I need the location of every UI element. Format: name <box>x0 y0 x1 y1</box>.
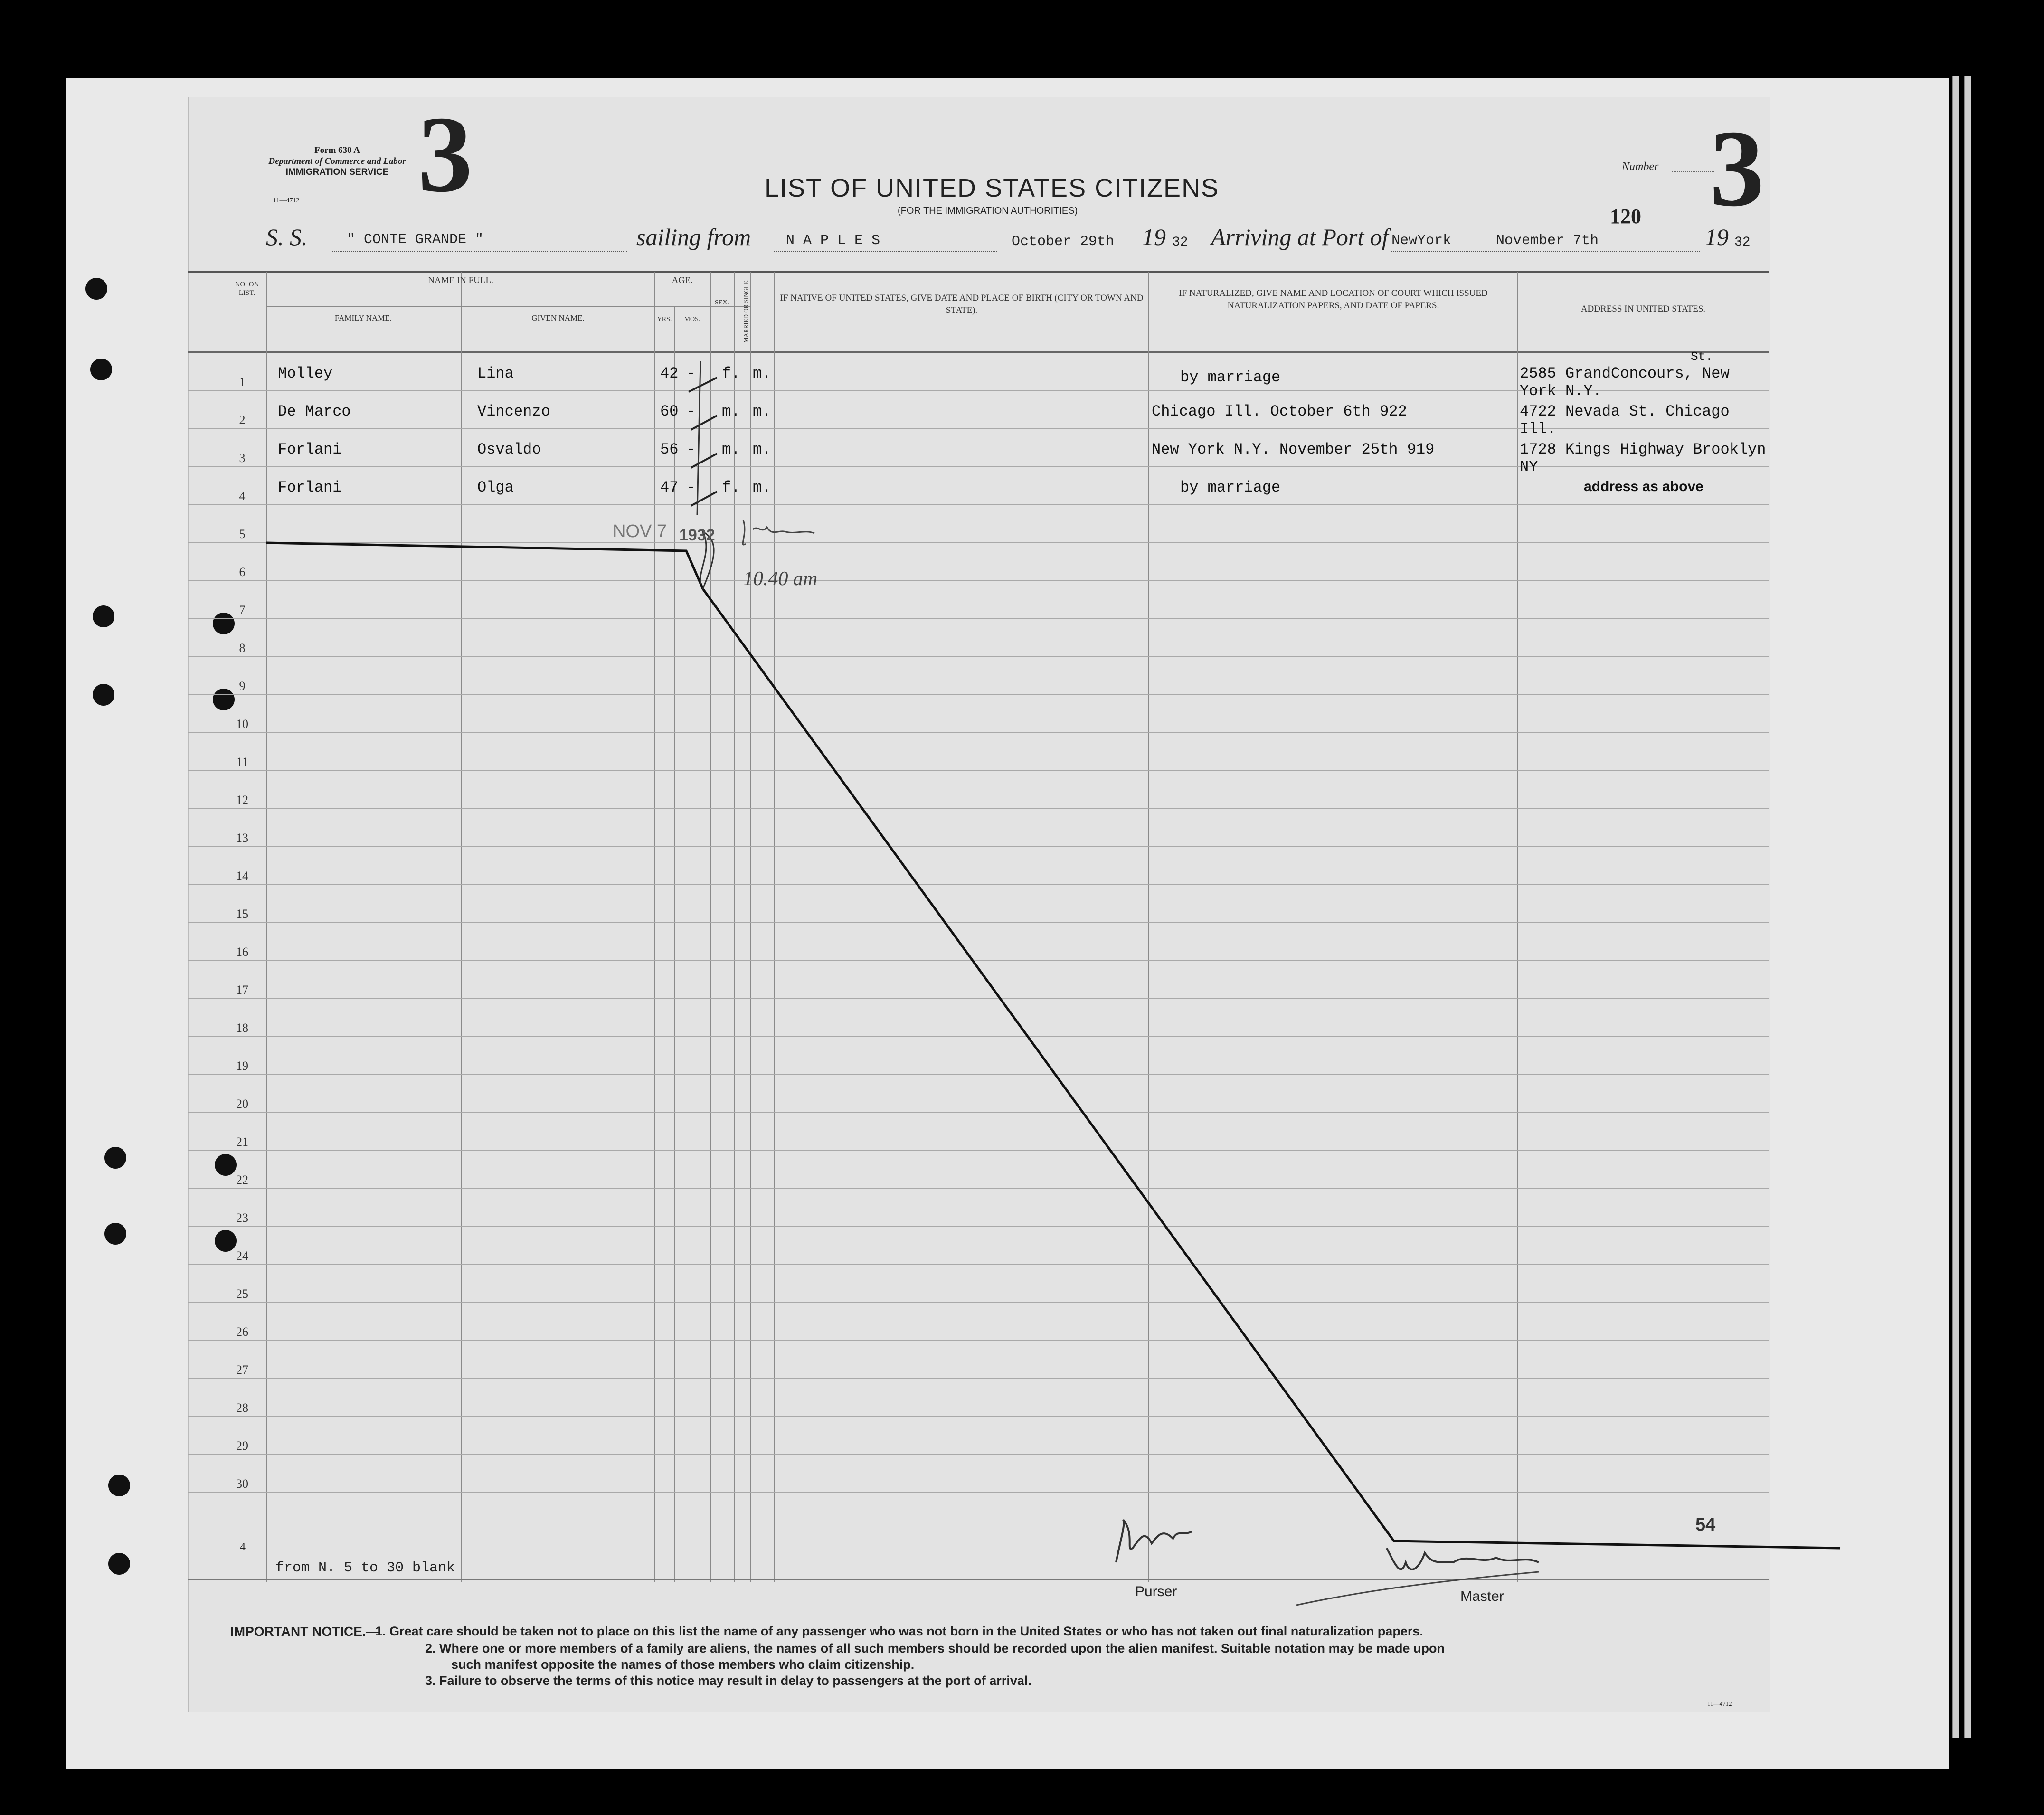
received-stamp-date: NOV 7 <box>613 521 667 541</box>
arrival-year: 32 <box>1734 235 1751 250</box>
row-number: 4 <box>239 489 246 503</box>
sail-year: 32 <box>1172 235 1188 250</box>
master-label: Master <box>1460 1588 1504 1604</box>
row-number: 24 <box>236 1249 248 1263</box>
row-number: 14 <box>236 869 248 883</box>
address-note: St. <box>1691 350 1713 364</box>
notice-item-2-continued: such manifest opposite the names of those members who claim citizenship. <box>451 1657 915 1672</box>
notice-heading: IMPORTANT NOTICE.— <box>230 1624 379 1639</box>
age-months: - <box>686 365 696 382</box>
marital-status: m. <box>753 403 771 420</box>
received-stamp-year: 1932 <box>679 526 715 544</box>
row-number: 7 <box>239 603 246 617</box>
header-months: MOS. <box>684 316 700 323</box>
row-number: 17 <box>236 983 248 997</box>
row-number: 19 <box>236 1059 248 1073</box>
row-number: 5 <box>239 527 246 541</box>
master-signature <box>1292 1539 1596 1615</box>
row-number: 30 <box>236 1477 248 1491</box>
blank-rows-note: from N. 5 to 30 blank <box>275 1560 455 1576</box>
arrival-date: November 7th <box>1496 233 1599 249</box>
row-number: 21 <box>236 1135 248 1149</box>
age-years: 56 <box>660 441 679 458</box>
marital-status: m. <box>753 365 771 382</box>
notice-item-2: 2. Where one or more members of a family are aliens, the names of all such members should be recorded upon the alien manifest. Suitable notation may be made upon <box>425 1641 1445 1655</box>
row-number: 26 <box>236 1325 248 1339</box>
given-name: Olga <box>477 479 514 496</box>
page-count: 54 <box>1695 1515 1716 1535</box>
family-name: Molley <box>278 365 333 382</box>
header-sex: SEX. <box>715 299 729 306</box>
form-number: Form 630 A <box>314 145 360 155</box>
ss-label: S. S. <box>266 224 308 250</box>
row-number: 10 <box>236 717 248 731</box>
arriving-label: Arriving at Port of <box>1211 224 1389 250</box>
header-years: YRS. <box>657 316 672 323</box>
department-name: Department of Commerce and Labor <box>268 156 406 166</box>
age-months: - <box>686 441 696 458</box>
sail-date: October 29th <box>1012 234 1115 250</box>
document-title: LIST OF UNITED STATES CITIZENS <box>765 174 1220 202</box>
naturalization-info: New York N.Y. November 25th 919 <box>1152 441 1435 458</box>
header-given-name: GIVEN NAME. <box>531 313 585 322</box>
row-number: 2 <box>239 413 246 427</box>
document-subtitle: (FOR THE IMMIGRATION AUTHORITIES) <box>898 206 1078 216</box>
page-number-right: 3 <box>1710 108 1764 229</box>
header-address: ADDRESS IN UNITED STATES. <box>1580 304 1706 314</box>
sailing-label: sailing from <box>636 224 751 250</box>
row-number: 9 <box>239 679 246 693</box>
given-name: Osvaldo <box>477 441 541 458</box>
inspector-initials-signature <box>734 515 829 553</box>
age-years: 47 <box>660 479 679 496</box>
row-number: 6 <box>239 565 246 579</box>
row-number: 13 <box>236 831 248 845</box>
service-name: IMMIGRATION SERVICE <box>285 167 389 177</box>
header-age: AGE. <box>672 275 693 285</box>
row-marker: 4 <box>240 1541 246 1553</box>
row-number: 1 <box>239 375 246 389</box>
family-name: De Marco <box>278 403 351 420</box>
purser-signature <box>1107 1510 1230 1572</box>
marital-status: m. <box>753 479 771 496</box>
address: 1728 Kings Highway Brooklyn NY <box>1520 441 1766 476</box>
row-number: 23 <box>236 1211 248 1225</box>
row-number: 16 <box>236 945 248 959</box>
form-code: 11—4712 <box>273 197 300 204</box>
row-number: 15 <box>236 907 248 921</box>
notice-item-1: 1. Great care should be taken not to place on this list the name of any passenger who was not born in the United States or who has not taken out final naturalization papers. <box>375 1624 1423 1638</box>
age-years: 60 <box>660 403 679 420</box>
sex: f. <box>722 365 740 382</box>
header-name-in-full: NAME IN FULL. <box>428 275 493 285</box>
page-number-left: 3 <box>418 94 473 215</box>
sex: m. <box>722 403 740 420</box>
sex: f. <box>722 479 740 496</box>
row-number: 20 <box>236 1097 248 1111</box>
port-to: NewYork <box>1391 233 1452 249</box>
row-number: 27 <box>236 1363 248 1377</box>
family-name: Forlani <box>278 479 342 496</box>
sex: m. <box>722 441 740 458</box>
notice-item-3: 3. Failure to observe the terms of this notice may result in delay to passengers at the port of arrival. <box>425 1673 1031 1688</box>
address: address as above <box>1584 479 1703 494</box>
number-label: Number <box>1622 161 1659 173</box>
stamp-number: 120 <box>1610 205 1641 228</box>
row-number: 11 <box>236 755 248 769</box>
header-married-or-single: MARRIED OR SINGLE. <box>742 279 749 343</box>
address: 2585 GrandConcours, New York N.Y. <box>1520 365 1730 400</box>
row-number: 8 <box>239 641 246 655</box>
given-name: Lina <box>477 365 514 382</box>
purser-label: Purser <box>1135 1584 1177 1599</box>
age-months: - <box>686 403 696 420</box>
row-number: 22 <box>236 1173 248 1187</box>
row-number: 3 <box>239 451 246 465</box>
header-native-birth: IF NATIVE OF UNITED STATES, GIVE DATE AND PLACE OF BIRTH (CITY OR TOWN AND STATE). <box>780 293 1144 315</box>
form-code-bottom: 11—4712 <box>1707 1700 1732 1707</box>
age-years: 42 <box>660 365 679 382</box>
family-name: Forlani <box>278 441 342 458</box>
row-number: 29 <box>236 1439 248 1453</box>
port-from: N A P L E S <box>786 233 880 249</box>
year-prefix: 19 <box>1142 224 1166 250</box>
header-no-on-list: NO. ON LIST. <box>235 281 259 297</box>
address: 4722 Nevada St. Chicago Ill. <box>1520 403 1730 438</box>
given-name: Vincenzo <box>477 403 550 420</box>
handwritten-time: 10.40 am <box>743 568 818 590</box>
row-number: 25 <box>236 1287 248 1301</box>
header-naturalization: IF NATURALIZED, GIVE NAME AND LOCATION OF COURT WHICH ISSUED NATURALIZATION PAPERS, AND DATE OF PAPERS. <box>1179 288 1488 311</box>
ship-name: " CONTE GRANDE " <box>347 232 484 248</box>
naturalization-info: by marriage <box>1180 479 1281 496</box>
row-number: 28 <box>236 1401 248 1415</box>
naturalization-info: Chicago Ill. October 6th 922 <box>1152 403 1407 420</box>
age-months: - <box>686 479 696 496</box>
header-family-name: FAMILY NAME. <box>334 313 392 322</box>
naturalization-info: by marriage <box>1180 369 1281 386</box>
year-prefix-2: 19 <box>1705 224 1729 250</box>
marital-status: m. <box>753 441 771 458</box>
row-number: 18 <box>236 1021 248 1035</box>
row-number: 12 <box>236 793 248 807</box>
